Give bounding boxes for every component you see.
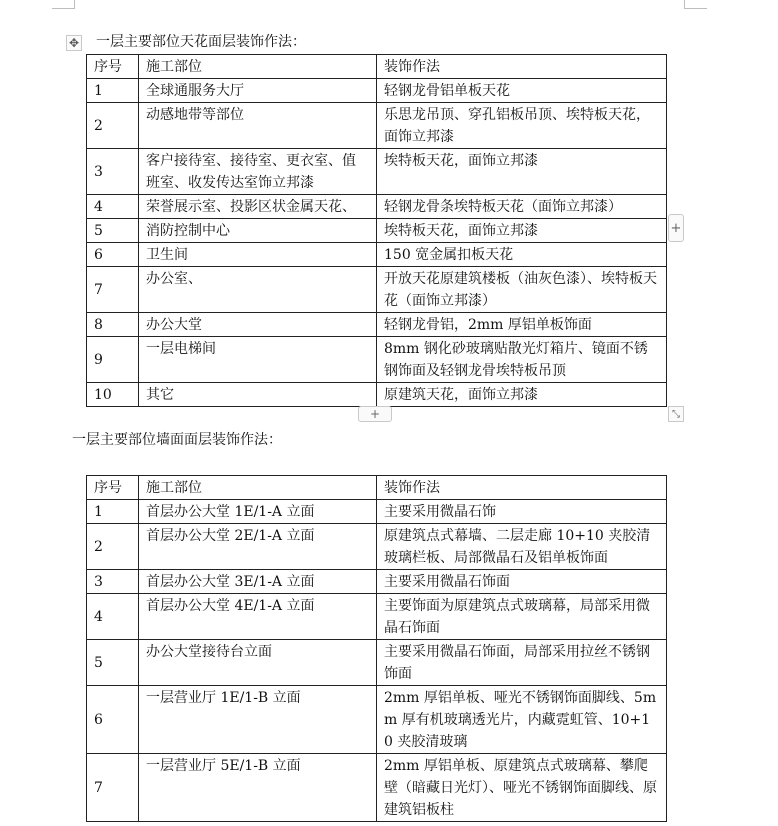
cell-no: 8 — [87, 313, 139, 337]
cell-method: 主要采用微晶石饰面 — [377, 570, 667, 594]
table-header-row — [87, 55, 667, 79]
cell-area: 客户接待室、接待室、更衣室、值班室、收发传达室饰立邦漆 — [139, 149, 377, 195]
cell-area: 卫生间 — [139, 243, 377, 267]
cell-method: 主要饰面为原建筑点式玻璃幕，局部采用微晶石饰面 — [377, 594, 667, 640]
table-row — [87, 195, 667, 219]
cell-method: 轻钢龙骨条埃特板天花（面饰立邦漆） — [377, 195, 667, 219]
table-row — [87, 243, 667, 267]
cell-method: 8mm 钢化砂玻璃贴散光灯箱片、镜面不锈钢饰面及轻钢龙骨埃特板吊顶 — [377, 337, 667, 383]
table-row — [87, 149, 667, 195]
cell-no: 7 — [87, 267, 139, 313]
table-row — [87, 754, 667, 822]
cell-area: 办公大堂接待台立面 — [139, 640, 377, 686]
cell-no: 3 — [87, 149, 139, 195]
cell-no: 9 — [87, 337, 139, 383]
cell-area: 首层办公大堂 1E/1-A 立面 — [139, 500, 377, 524]
wall-table — [86, 475, 667, 822]
cell-area: 办公室、 — [139, 267, 377, 313]
cell-no: 6 — [87, 686, 139, 754]
header-cell-area: 施工部位 — [139, 476, 377, 500]
cell-method: 2mm 厚铝单板、哑光不锈钢饰面脚线、5mm 厚有机玻璃透光片，内藏霓虹管、10+10 夹胶清玻璃 — [377, 686, 667, 754]
table-row — [87, 570, 667, 594]
header-cell-no: 序号 — [87, 476, 139, 500]
add-column-plus-icon[interactable]: + — [668, 214, 684, 242]
table-row — [87, 383, 667, 407]
cell-area: 一层营业厅 5E/1-B 立面 — [139, 754, 377, 822]
cell-method: 原建筑天花，面饰立邦漆 — [377, 383, 667, 407]
table-row — [87, 524, 667, 570]
table-row — [87, 267, 667, 313]
cell-no: 1 — [87, 79, 139, 103]
table-row — [87, 594, 667, 640]
cell-area: 消防控制中心 — [139, 219, 377, 243]
table-row — [87, 313, 667, 337]
header-cell-no: 序号 — [87, 55, 139, 79]
cell-method: 埃特板天花，面饰立邦漆 — [377, 219, 667, 243]
cell-area: 一层电梯间 — [139, 337, 377, 383]
cell-no: 4 — [87, 594, 139, 640]
cell-no: 3 — [87, 570, 139, 594]
cell-method: 开放天花原建筑楼板（油灰色漆）、埃特板天花（面饰立邦漆） — [377, 267, 667, 313]
cell-method: 乐思龙吊顶、穿孔铝板吊顶、埃特板天花，面饰立邦漆 — [377, 103, 667, 149]
cell-method: 2mm 厚铝单板、原建筑点式玻璃幕、攀爬壁（暗藏日光灯）、哑光不锈钢饰面脚线、原建筑铝板柱 — [377, 754, 667, 822]
table-row — [87, 219, 667, 243]
cell-no: 7 — [87, 754, 139, 822]
cell-area: 首层办公大堂 2E/1-A 立面 — [139, 524, 377, 570]
wall-section-title: 一层主要部位墙面面层装饰作法： — [72, 432, 282, 448]
ceiling-table — [86, 54, 667, 407]
cell-method: 埃特板天花，面饰立邦漆 — [377, 149, 667, 195]
cell-no: 5 — [87, 640, 139, 686]
cell-area: 办公大堂 — [139, 313, 377, 337]
cell-method: 150 宽金属扣板天花 — [377, 243, 667, 267]
cell-area: 其它 — [139, 383, 377, 407]
add-row-plus-icon[interactable]: + — [358, 406, 392, 422]
table-row — [87, 337, 667, 383]
cell-method: 轻钢龙骨铝单板天花 — [377, 79, 667, 103]
cell-area: 首层办公大堂 3E/1-A 立面 — [139, 570, 377, 594]
cell-no: 2 — [87, 524, 139, 570]
cell-no: 10 — [87, 383, 139, 407]
cell-no: 4 — [87, 195, 139, 219]
cell-no: 5 — [87, 219, 139, 243]
header-cell-method: 装饰作法 — [377, 476, 667, 500]
cell-no: 1 — [87, 500, 139, 524]
table-row — [87, 640, 667, 686]
page-corner-mark-right — [684, 0, 707, 9]
table-row — [87, 686, 667, 754]
table-header-row — [87, 476, 667, 500]
table-move-handle-icon[interactable]: ✥ — [66, 35, 82, 51]
cell-method: 主要采用微晶石饰面，局部采用拉丝不锈钢饰面 — [377, 640, 667, 686]
cell-method: 原建筑点式幕墙、二层走廊 10+10 夹胶清玻璃栏板、局部微晶石及铝单板饰面 — [377, 524, 667, 570]
header-cell-method: 装饰作法 — [377, 55, 667, 79]
cell-area: 全球通服务大厅 — [139, 79, 377, 103]
table-resize-icon[interactable]: ⤡ — [668, 406, 684, 422]
cell-no: 6 — [87, 243, 139, 267]
page-corner-mark-left — [52, 0, 75, 9]
header-cell-area: 施工部位 — [139, 55, 377, 79]
cell-area: 动感地带等部位 — [139, 103, 377, 149]
cell-area: 一层营业厅 1E/1-B 立面 — [139, 686, 377, 754]
cell-area: 首层办公大堂 4E/1-A 立面 — [139, 594, 377, 640]
cell-method: 主要采用微晶石饰 — [377, 500, 667, 524]
table-row — [87, 79, 667, 103]
table-row — [87, 103, 667, 149]
table-row — [87, 500, 667, 524]
cell-no: 2 — [87, 103, 139, 149]
ceiling-section-title: 一层主要部位天花面层装饰作法： — [96, 34, 306, 50]
cell-method: 轻钢龙骨铝，2mm 厚铝单板饰面 — [377, 313, 667, 337]
cell-area: 荣誉展示室、投影区状金属天花、 — [139, 195, 377, 219]
